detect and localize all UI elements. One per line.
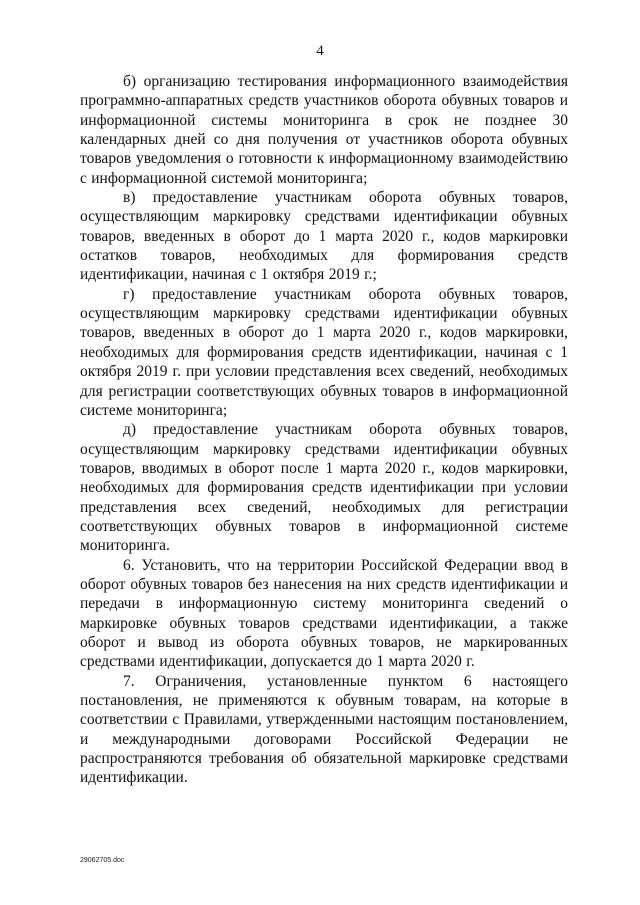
paragraph-7-restrictions: 7. Ограничения, установленные пунктом 6 настоящего постановления, не применяются к обувным товарам, на которые в соответствии с Правилами, утвержденными настоящим постановлением, и международными договорами Российской Федерации не распространяются требования об обязательной маркировке средствами идентификации. — [80, 672, 568, 787]
paragraph-d-codes-after-2020: д) предоставление участникам оборота обувных товаров, осуществляющим маркировку средствами идентификации обувных товаров, вводимых в оборот после 1 марта 2020 г., кодов маркировки, необходимых для формирования средств идентификации при условии представления всех сведений, необходимых для регистрации соответствующих обувных товаров в информационной системе мониторинга. — [80, 421, 568, 555]
document-body — [80, 72, 568, 788]
footer-doc-id: 29062705.doc — [80, 857, 125, 864]
paragraph-v-codes-before-2020: в) предоставление участникам оборота обувных товаров, осуществляющим маркировку средствами идентификации обувных товаров, введенных в оборот до 1 марта 2020 г., кодов маркировки остатков товаров, необходимых для формирования средств идентификации, начиная с 1 октября 2019 г.; — [80, 189, 568, 284]
paragraph-b-testing: б) организацию тестирования информационного взаимодействия программно-аппаратных средств участников оборота обувных товаров и информационной системы мониторинга в срок не позднее 30 календарных дней со дня получения от участников оборота обувных товаров уведомления о готовности к информационному взаимодействию с информационной системой мониторинга; — [80, 73, 568, 187]
paragraph-g-codes-conditions: г) предоставление участникам оборота обувных товаров, осуществляющим маркировку средствами идентификации обувных товаров, введенных в оборот до 1 марта 2020 г., кодов маркировки, необходимых для формирования средств идентификации, начиная с 1 октября 2019 г. при условии представления всех сведений, необходимых для регистрации соответствующих обувных товаров в информационной системе мониторинга; — [80, 285, 568, 419]
paragraph-6-circulation: 6. Установить, что на территории Российской Федерации ввод в оборот обувных товаров без нанесения на них средств идентификации и передачи в информационную систему мониторинга сведений о маркировке обувных товаров средствами идентификации, а также оборот и вывод из оборота обувных товаров, не маркированных средствами идентификации, допускается до 1 марта 2020 г. — [80, 556, 568, 671]
page-number: 4 — [316, 43, 324, 59]
